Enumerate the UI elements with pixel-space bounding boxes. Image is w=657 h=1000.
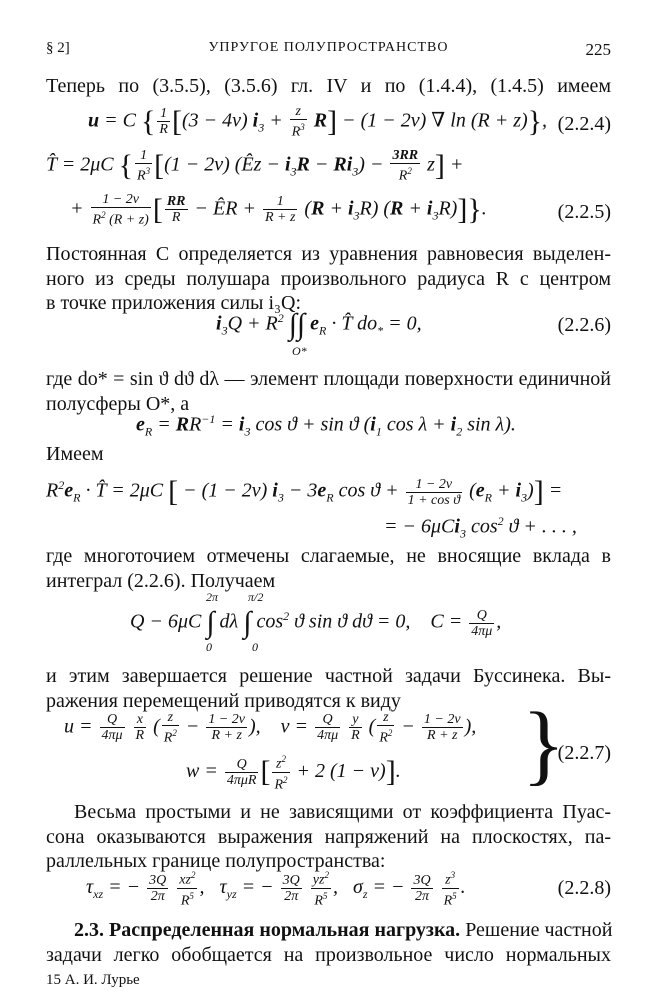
paragraph-do-definition [46,367,611,416]
equation-number: (2.2.7) [557,742,611,764]
equation-surface-force-line2: = − 6μCi$_3$ $\cos^2 ϑ$ + . . . , [384,514,577,541]
equation-q-integral: Q − 6μC ∫ dλ ∫ $\cos^2 ϑ$ sin ϑ dϑ = 0, C = $\frac{Q}{4\pi\mu}$ , [130,606,502,639]
text-line: раллельных границе полупространства: [46,850,386,872]
paragraph-intro: Теперь по (3.5.5), (3.5.6) гл. IV и по (1.4.4), (1.4.5) имеем [46,75,611,97]
text-line: Весьма простыми и не зависящими от коэффициента Пуас- [74,801,611,823]
text-line: где do* = sin ϑ dϑ dλ — элемент площади поверхности единичной [46,368,611,390]
text-line: в точке приложения силы i₃Q: [46,292,302,314]
equation-2-2-8: $\tau_{xz}$ = − $\frac{3Q}{2\pi}$ $\frac{xz^2}{R^5}$ , $\tau_{yz}$ = − $\frac{3Q}{2\pi}$ $\frac{yz^2}{R^5}$ , $\sigma_z$ = − $\frac{3Q}{2\pi}$ $\frac{z^3}{R^5}$ . [86,870,466,909]
text-line: где многоточием отмечены слагаемые, не вносящие вклада в [46,545,611,567]
integral-lower-limit: 0 [252,640,258,654]
equation-e-r: $e_R = RR^{-1} = i_3$ cos ϑ + sin ϑ ($i_1$ $\cos \lambda + i_2$ sin λ). [136,412,516,439]
equation-number: (2.2.5) [557,201,611,223]
page-number: 225 [585,40,611,59]
equation-2-2-7-line1: u = $\frac{Q}{4\pi\mu}$ $\frac{x}{R}$ ( $\frac{z}{R^2}$ − $\frac{1 - 2\nu}{R + z}$ ), v = $\frac{Q}{4\pi\mu}$ $\frac{y}{R}$ ( $\frac{z}{R^2}$ − $\frac{1 - 2\nu}{R + z}$ ), [64,710,477,746]
integral-limit: O* [292,344,307,358]
text-line: Постоянная C определяется из уравнения равновесия выделен- [46,243,611,265]
text-line: ного из среды полушара произвольного радиуса R с центром [46,267,611,290]
text-line: полусферы O*, а [46,392,190,415]
text-line: задачи легко обобщается на произвольное число нормальных [46,943,611,966]
integral-lower-limit: 0 [206,640,212,654]
equation-2-2-5-line1: T̂ = 2μC { $\frac{1}{R^3}$ [(1 − 2ν) (Êz − $i_3R - Ri_3$) − $\frac{3RR}{R^2}$ z] + [46,148,464,184]
equation-number: (2.2.8) [557,877,611,899]
running-title: УПРУГОЕ ПОЛУПРОСТРАНСТВО [208,40,449,55]
text-line: интеграл (2.2.6). Получаем [46,569,276,592]
equation-2-2-7-line2: w = $\frac{Q}{\text{4πμR}}$ [ $\frac{z^2}{R^2}$ + 2 (1 − ν)]. [186,754,401,793]
paragraph-we-have: Имеем [46,443,104,465]
section-heading: 2.3. Распределенная нормальная нагрузка. [74,919,461,941]
equation-number: (2.2.4) [557,113,611,135]
integral-upper-limit: π/2 [248,590,264,604]
paragraph-constant-c [46,242,611,316]
integral-upper-limit: 2π [206,590,219,604]
paragraph-section-2-3 [46,918,611,967]
text-line: Решение частной [465,919,613,941]
right-brace: } [522,695,566,794]
text-line: сона оказываются выражения напряжений на плоскостях, па- [46,825,611,848]
equation-surface-force-line1: $R^2e_R$ · T̂ = 2μC [ − (1 − 2ν) $i_3 - 3e_R$ cos ϑ + $\frac{1 - 2\nu}{\text{1 + cos ϑ}}$ $(e_R + i_3)$] = [46,475,563,508]
section-marker: § 2] [46,40,70,56]
text-line: ражения перемещений приводятся к виду [46,689,401,712]
signature-footer: 15 А. И. Лурье [46,972,140,988]
text-line: и этим завершается решение частной задачи Буссинека. Вы- [46,665,611,687]
equation-number: (2.2.6) [557,314,611,336]
equation-2-2-6: $i_3Q + R^2$ ∫∫ $e_R$ · T̂ $do_* = 0$, [216,308,422,341]
equation-2-2-5-line2: + $\frac{1 - 2\nu}{R^2 (R + z)}$ [ $\frac{RR}{R}$ − ÊR + $\frac{1}{R + z}$ $(R + i_3R)$ $(R + i_3R)$]}. [70,192,487,228]
paragraph-stresses [46,800,611,874]
paragraph-ellipsis-note [46,544,611,593]
equation-2-2-4: u = C { $\frac{1}{R}$ [(3 − 4ν) $i_3$ + $\frac{z}{R^3}$ R] − (1 − 2ν) ∇ ln (R + z)}, [88,104,548,140]
